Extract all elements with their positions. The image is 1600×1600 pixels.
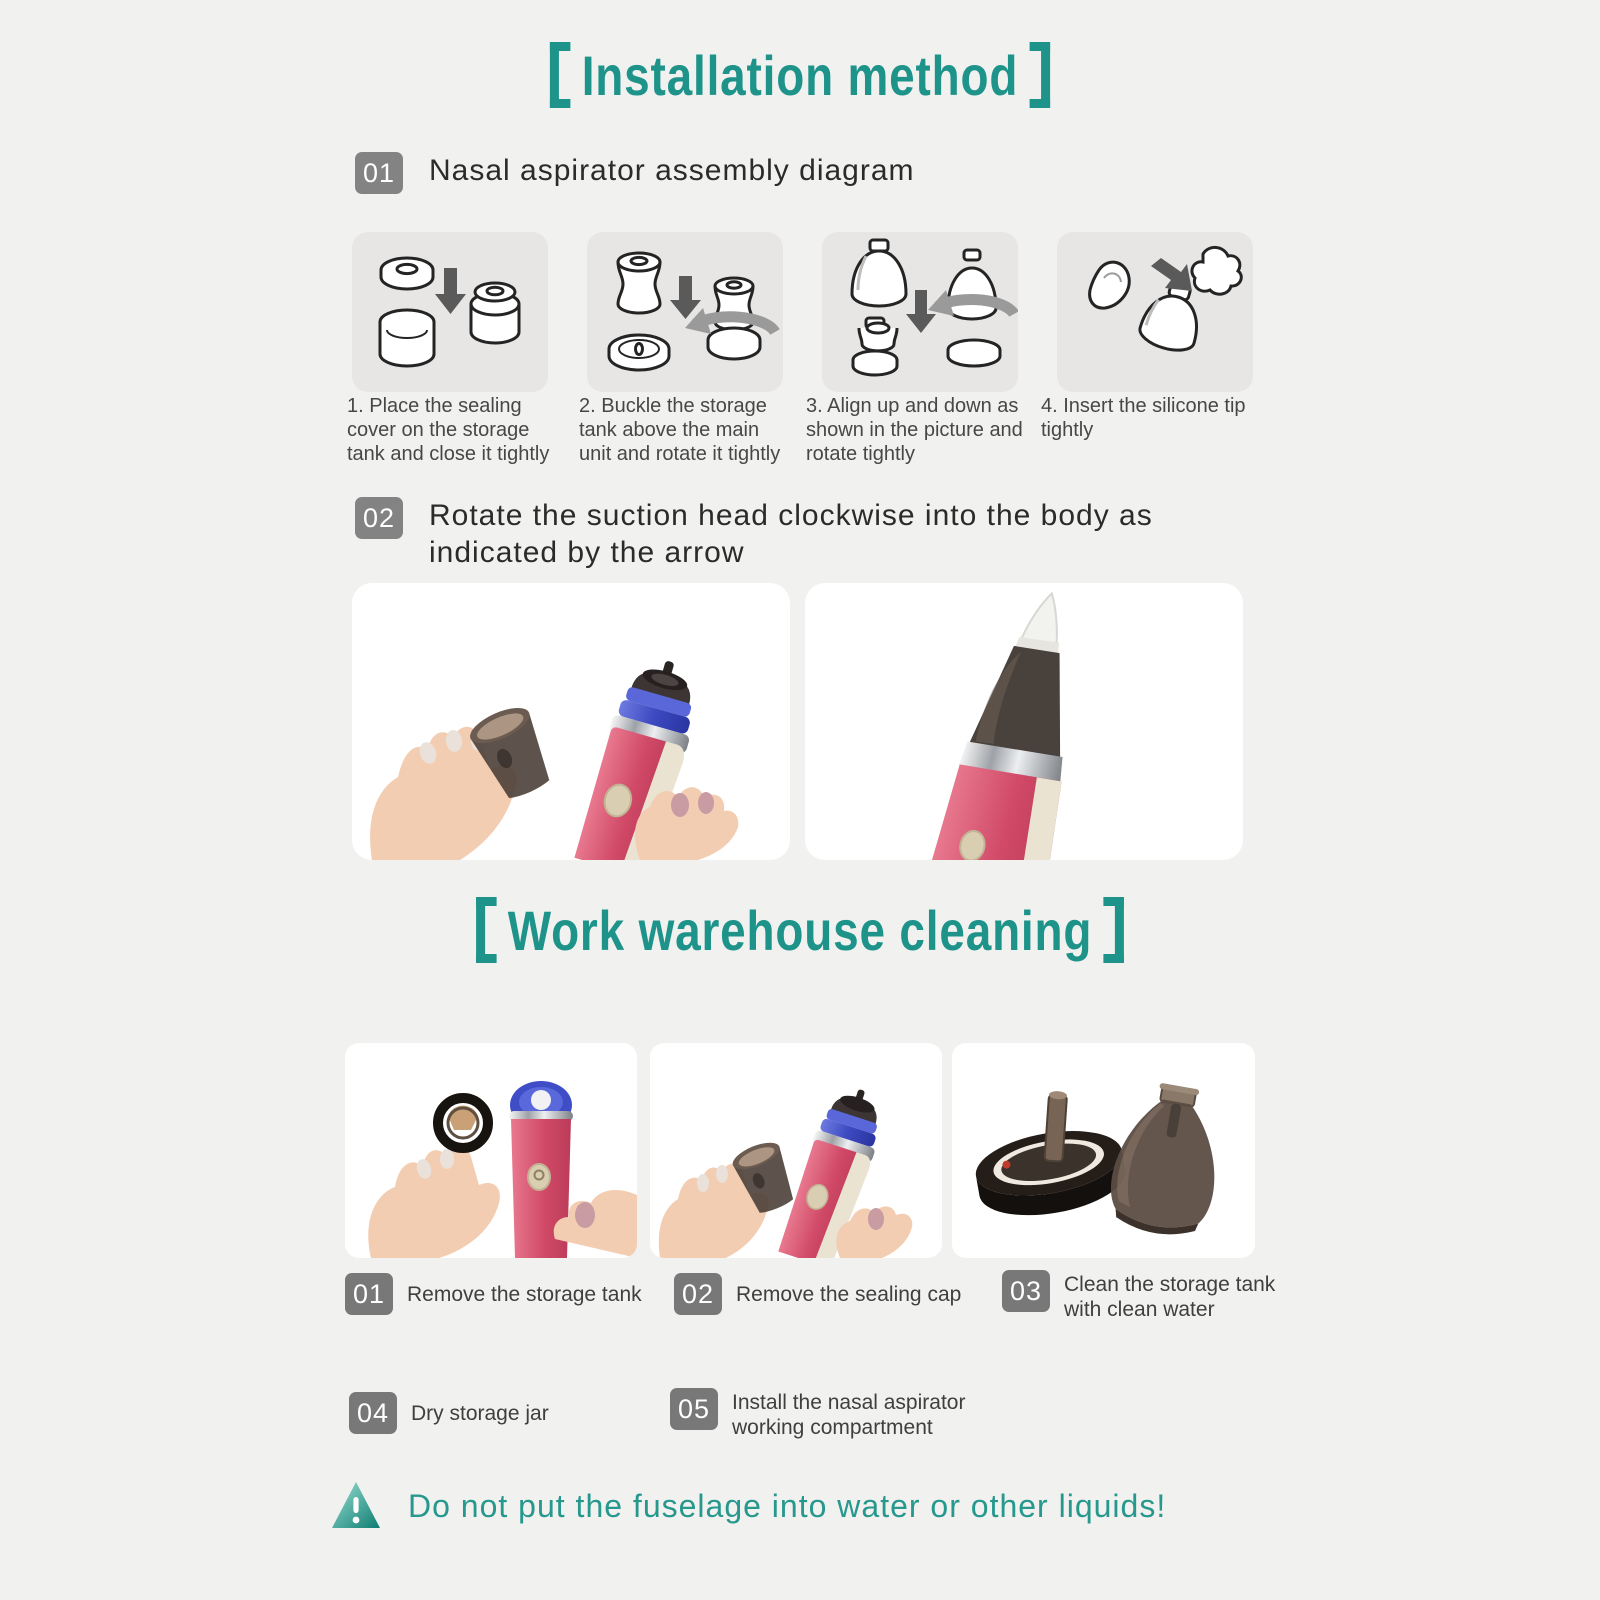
cleaning-step-4 — [349, 1392, 649, 1434]
warning-text: Do not put the fuselage into water or other liquids! — [408, 1487, 1167, 1524]
cleaning-step-1 — [345, 1273, 645, 1315]
step-1-label: Nasal aspirator assembly diagram — [429, 154, 915, 187]
diagram-box-4 — [1057, 232, 1253, 392]
right-bracket-icon — [1104, 897, 1125, 963]
photo-clean-storage-tank — [952, 1043, 1255, 1258]
down-arrow-icon — [906, 290, 936, 333]
diagram-box-1 — [352, 232, 548, 392]
silicone-tip-insert-diagram — [1057, 232, 1253, 392]
storage-tank-buckle-diagram — [587, 232, 783, 392]
cleaning-step-3 — [1002, 1270, 1302, 1322]
left-bracket-icon — [476, 897, 497, 963]
step-number-badge: 02 — [674, 1273, 722, 1315]
step-number-badge: 04 — [349, 1392, 397, 1434]
warning-row — [330, 1480, 1166, 1532]
step-number-badge: 01 — [345, 1273, 393, 1315]
photo-remove-storage-tank — [345, 1043, 637, 1258]
cleaning-step-1-label: Remove the storage tank — [407, 1283, 642, 1306]
hands-holding-cup-and-device-photo — [352, 583, 790, 860]
cleaning-step-2-label: Remove the sealing cap — [736, 1283, 962, 1306]
diagram-caption-3: 3. Align up and down as shown in the picture and rotate tightly — [806, 395, 1023, 465]
step-number-badge: 01 — [355, 152, 403, 194]
cleaning-step-5 — [670, 1388, 1010, 1440]
step-number-badge: 02 — [355, 497, 403, 539]
cleaning-section-title — [144, 897, 1456, 963]
storage-tank-part — [1104, 1077, 1231, 1242]
left-hand — [368, 1147, 500, 1258]
install-step-2-heading — [355, 497, 1289, 571]
photo-attach-storage-tank — [352, 583, 790, 860]
tank-parts-photo — [952, 1043, 1255, 1258]
photo-remove-sealing-cap — [650, 1043, 942, 1258]
assembled-aspirator-photo — [805, 583, 1243, 860]
step-number-badge: 03 — [1002, 1270, 1050, 1312]
sealing-cap-ring — [438, 1098, 488, 1148]
cleaning-title-text: Work warehouse cleaning — [507, 898, 1093, 962]
diagram-box-2 — [587, 232, 783, 392]
sealing-cover-assembly-diagram — [352, 232, 548, 392]
cleaning-step-3-label: Clean the storage tank with clean water — [1064, 1273, 1276, 1321]
sealing-cap-part — [964, 1080, 1131, 1225]
right-bracket-icon — [1030, 42, 1051, 108]
cleaning-step-4-label: Dry storage jar — [411, 1402, 549, 1425]
down-arrow-icon — [670, 276, 701, 319]
photo-assembled-device — [805, 583, 1243, 860]
step-2-label: Rotate the suction head clockwise into the body as indicated by the arrow — [429, 499, 1153, 569]
diagram-caption-4: 4. Insert the silicone tip tightly — [1041, 395, 1246, 441]
step-number-badge: 05 — [670, 1388, 718, 1430]
cleaning-step-2 — [674, 1273, 974, 1315]
cleaning-step-5-label: Install the nasal aspirator working compartment — [732, 1391, 966, 1439]
diagram-caption-1: 1. Place the sealing cover on the storage tank and close it tightly — [347, 395, 550, 465]
install-step-1-heading — [355, 152, 915, 194]
diagram-box-3 — [822, 232, 1018, 392]
remove-storage-tank-photo — [345, 1043, 637, 1258]
installation-section-title — [144, 42, 1456, 108]
diagram-caption-2: 2. Buckle the storage tank above the main unit and rotate it tightly — [579, 395, 781, 465]
down-arrow-icon — [435, 268, 466, 314]
remove-sealing-cap-photo — [650, 1043, 942, 1258]
left-bracket-icon — [550, 42, 571, 108]
align-rotate-diagram — [822, 232, 1018, 392]
warning-triangle-icon — [330, 1480, 382, 1532]
installation-title-text: Installation method — [581, 43, 1019, 107]
diagonal-arrow-icon — [1151, 258, 1192, 291]
